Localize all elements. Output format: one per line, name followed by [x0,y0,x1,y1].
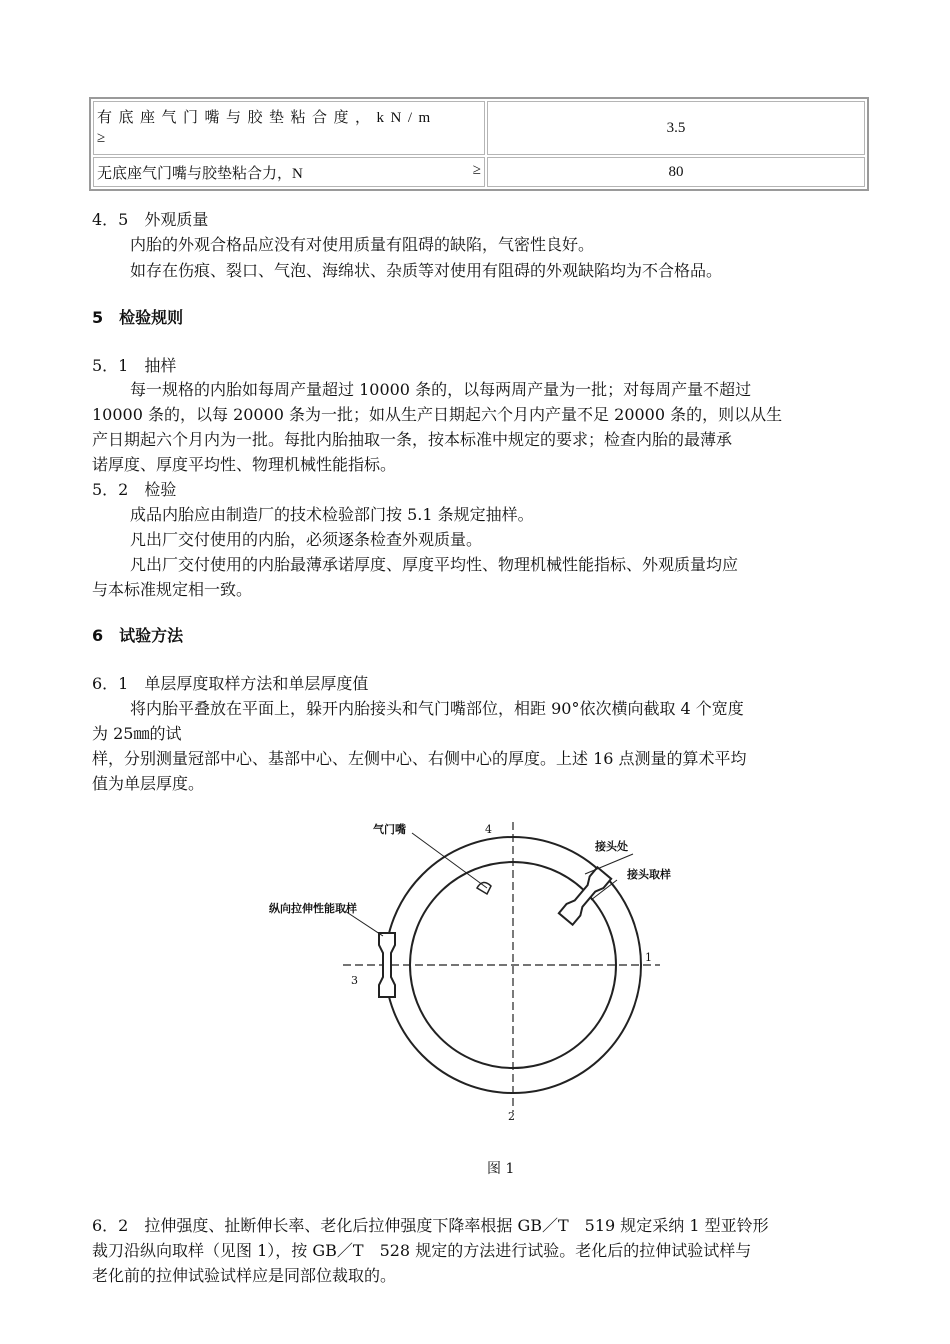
paragraph: 成品内胎应由制造厂的技术检验部门按 5.1 条规定抽样。 [130,505,534,524]
paragraph-line: 诺厚度、厚度平均性、物理机械性能指标。 [92,455,397,474]
section-heading-6-1: 6．1 单层厚度取样方法和单层厚度值 [92,674,369,693]
label-point-4: 4 [485,823,492,836]
figure-inner-tube-diagram [255,812,695,1142]
section-heading-4-5: 4．5 外观质量 [92,210,209,229]
row-label: 无底座气门嘴与胶垫粘合力，N [97,165,303,182]
section-heading-6: 6 试验方法 [92,626,184,645]
paragraph-line: 样，分别测量冠部中心、基部中心、左侧中心、右侧中心的厚度。上述 16 点测量的算术平均 [92,749,747,768]
section-heading-5-2: 5．2 检验 [92,480,177,499]
label-joint: 接头处 [595,840,628,853]
table-row [93,101,865,155]
paragraph-line: 为 25㎜的试 [92,724,182,743]
figure-caption: 图 1 [487,1161,515,1177]
label-point-3: 3 [351,974,358,987]
label-point-1: 1 [645,951,652,964]
row-sign: ≥ [97,130,112,146]
paragraph-line: 将内胎平叠放在平面上，躲开内胎接头和气门嘴部位，相距 90°依次横向截取 4 个宽度 [130,699,744,718]
paragraph: 凡出厂交付使用的内胎，必须逐条检查外观质量。 [130,530,483,549]
paragraph-line: 老化前的拉伸试验试样应是同部位裁取的。 [92,1266,397,1285]
label-long-sample: 纵向拉伸性能取样 [269,902,357,915]
paragraph: 如存在伤痕、裂口、气泡、海绵状、杂质等对使用有阻碍的外观缺陷均为不合格品。 [130,261,723,280]
paragraph-line: 值为单层厚度。 [92,774,205,793]
table-cell-value: 3.5 [487,101,865,155]
paragraph-line: 裁刀沿纵向取样（见图 1），按 GB／T 528 规定的方法进行试验。老化后的拉伸试验试样与 [92,1241,752,1260]
leader-valve [412,833,487,888]
table-cell-label [93,101,485,155]
paragraph-line: 凡出厂交付使用的内胎最薄承诺厚度、厚度平均性、物理机械性能指标、外观质量均应 [130,555,739,574]
paragraph-line: 6．2 拉伸强度、扯断伸长率、老化后拉伸强度下降率根据 GB／T 519 规定采纳 1 型亚铃形 [92,1216,769,1235]
spec-table [89,97,869,191]
table-cell-value: 80 [487,157,865,187]
row-sign: ≥ [472,161,481,178]
row-label: 有底座气门嘴与胶垫粘合度，kN/m [97,110,437,126]
paragraph-line: 产日期起六个月内为一批。每批内胎抽取一条，按本标准中规定的要求；检查内胎的最薄承 [92,430,733,449]
table-cell-label [93,157,485,187]
valve-marker [477,882,491,894]
paragraph-line: 10000 条的，以每 20000 条为一批；如从生产日期起六个月内产量不足 20000 条的，则以从生 [92,405,783,424]
paragraph-line: 与本标准规定相一致。 [92,580,253,599]
label-joint-sample: 接头取样 [627,868,671,881]
label-valve: 气门嘴 [373,823,406,836]
table-row [93,157,865,187]
section-heading-5: 5 检验规则 [92,308,184,327]
paragraph-line: 每一规格的内胎如每周产量超过 10000 条的，以每两周产量为一批；对每周产量不超过 [130,380,752,399]
label-point-2: 2 [508,1110,515,1123]
paragraph: 内胎的外观合格品应没有对使用质量有阻碍的缺陷，气密性良好。 [130,235,595,254]
section-heading-5-1: 5．1 抽样 [92,356,177,375]
